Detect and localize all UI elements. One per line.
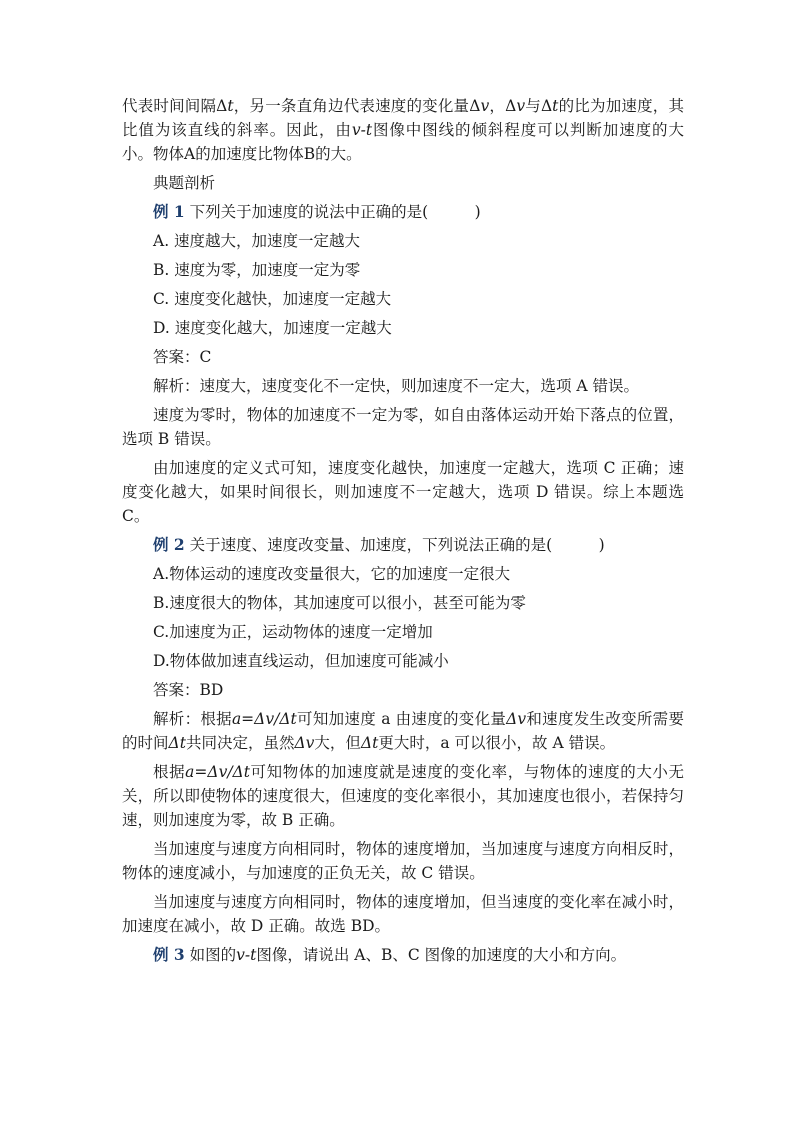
math-dt: Δt: [168, 734, 186, 752]
text: 代表时间间隔Δ: [122, 97, 228, 115]
analysis-paragraph: 由加速度的定义式可知，速度变化越快，加速度一定越大，选项 C 正确；速度变化越大，如果时间很长，则加速度不一定越大，选项 D 错误。综上本题选 C。: [122, 459, 684, 525]
math-dv: Δv: [294, 734, 315, 752]
text: 根据: [153, 763, 186, 781]
formula: a=Δv/Δt: [231, 710, 297, 728]
text: 可知物体的加速度就是速度的变化率，与物体的速度的大小无关，所以即使物体的速度很大，但速度的变化率很小，其加速度也很小，若保持匀速，则加速度为零，故 B 正确。: [122, 763, 684, 829]
text: 更大时，a 可以很小，故 A 错误。: [378, 734, 616, 752]
text: 图像，请说出 A、B、C 图像的加速度的大小和方向。: [256, 946, 627, 964]
analysis-paragraph: [122, 760, 684, 832]
option-c: C.加速度为正，运动物体的速度一定增加: [153, 623, 433, 641]
option-b: B. 速度为零，加速度一定为零: [153, 261, 361, 279]
math-t: t: [552, 97, 559, 115]
option-d: D. 速度变化越大，加速度一定越大: [153, 319, 392, 337]
question-text: 下列关于加速度的说法中正确的是( ): [189, 203, 481, 221]
text: ，另一条直角边代表速度的变化量Δ: [233, 97, 481, 115]
text: ，Δ: [489, 97, 517, 115]
formula: a=Δv/Δt: [185, 763, 250, 781]
math-t: t: [227, 97, 234, 115]
math-dv: Δv: [506, 710, 527, 728]
text: 图像中图线的倾斜程度可以判断加速度的大小。物体A的加速度比物体B的大。: [122, 121, 684, 163]
math-dt: Δt: [360, 734, 379, 752]
option-b: B.速度很大的物体，其加速度可以很小，甚至可能为零: [153, 594, 526, 612]
option-a: A.物体运动的速度改变量很大，它的加速度一定很大: [153, 565, 511, 583]
section-title: 典题剖析: [153, 174, 216, 192]
answer: 答案：BD: [153, 681, 224, 699]
analysis-paragraph: 速度为零时，物体的加速度不一定为零，如自由落体运动开始下落点的位置，选项 B 错误。: [122, 406, 684, 448]
text: 可知加速度 a 由速度的变化量: [296, 710, 507, 728]
document-body: [122, 94, 684, 972]
text: 的比为加速度，其比值为该直线的斜率。因此，由: [122, 97, 684, 139]
text: 和速度发生改变所需要的时间: [122, 710, 684, 752]
text: 大，但: [314, 734, 361, 752]
example-2-label: 例 2: [153, 535, 185, 554]
option-a: A. 速度越大，加速度一定越大: [153, 232, 361, 250]
math-v: v: [480, 97, 490, 115]
analysis-paragraph: 解析：速度大，速度变化不一定快，则加速度不一定大，选项 A 错误。: [153, 377, 640, 395]
analysis-paragraph: 当加速度与速度方向相同时，物体的速度增加，但当速度的变化率在减小时，加速度在减小，故 D 正确。故选 BD。: [122, 893, 684, 935]
option-c: C. 速度变化越快，加速度一定越大: [153, 290, 392, 308]
option-d: D.物体做加速直线运动，但加速度可能减小: [153, 652, 449, 670]
text: 解析：根据: [153, 710, 232, 728]
example-1-label: 例 1: [153, 202, 185, 221]
analysis-paragraph: [122, 707, 684, 755]
question-text: 关于速度、速度改变量、加速度，下列说法正确的是( ): [189, 536, 605, 554]
intro-paragraph: [122, 94, 684, 166]
text: 与Δ: [525, 97, 553, 115]
text: 共同决定，虽然: [185, 734, 295, 752]
math-vt: v-t: [236, 946, 257, 964]
analysis-paragraph: 当加速度与速度方向相同时，物体的速度增加，当加速度与速度方向相反时，物体的速度减小，与加速度的正负无关，故 C 错误。: [122, 840, 684, 882]
math-v: v: [516, 97, 526, 115]
example-2-question: [122, 533, 684, 557]
example-3-label: 例 3: [153, 945, 185, 964]
math-vt: v-t: [351, 121, 373, 139]
example-1-question: [122, 200, 684, 224]
text: 如图的: [189, 946, 237, 964]
example-3-question: [122, 943, 684, 967]
answer: 答案：C: [153, 348, 212, 366]
